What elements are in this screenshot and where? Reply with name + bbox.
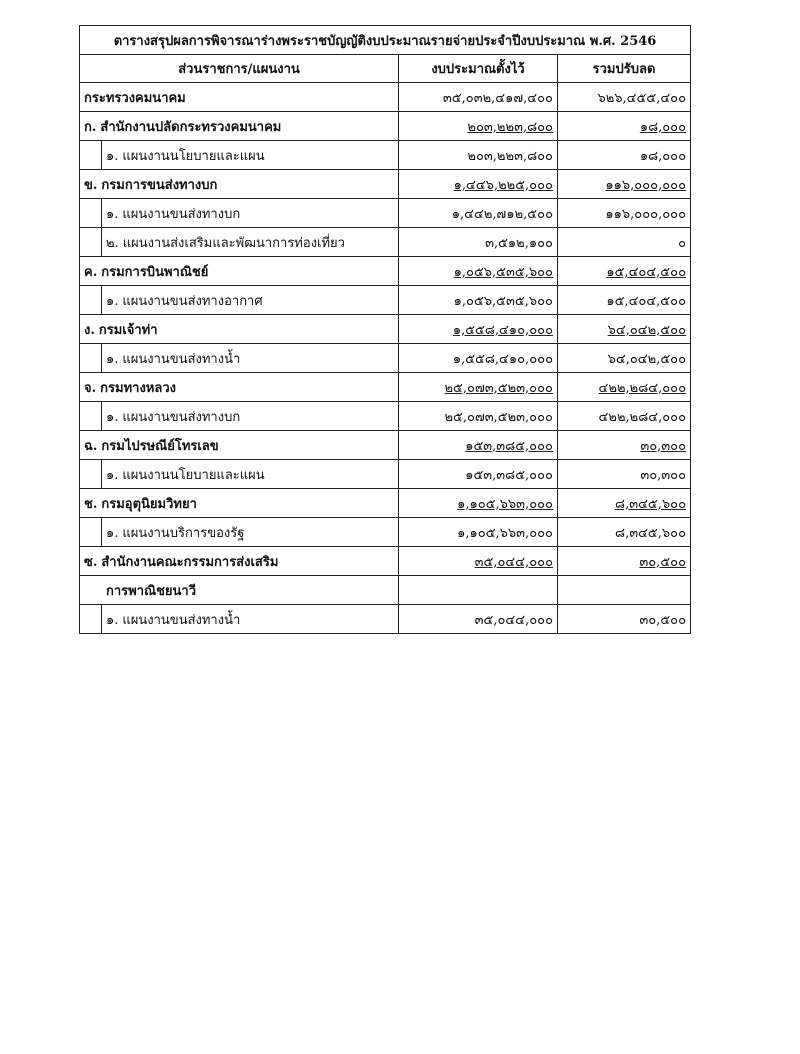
department-budget bbox=[399, 576, 558, 605]
department-name bbox=[80, 170, 399, 199]
department-budget bbox=[399, 431, 558, 460]
department-name bbox=[80, 373, 399, 402]
plan-budget: ๑,๔๔๒,๗๑๒,๕๐๐ bbox=[399, 199, 558, 228]
header-row bbox=[80, 55, 691, 83]
department-budget-value: ๑,๑๐๕,๖๖๓,๐๐๐ bbox=[457, 496, 553, 512]
department-cut-value: ๑๑๖,๐๐๐,๐๐๐ bbox=[605, 177, 687, 193]
department-row bbox=[80, 257, 691, 286]
department-row bbox=[80, 576, 691, 605]
plan-budget: ๒๐๓,๒๒๓,๘๐๐ bbox=[399, 141, 558, 170]
title-row bbox=[80, 26, 691, 55]
plan-prefix: ๒. bbox=[106, 235, 119, 251]
plan-name bbox=[102, 460, 399, 489]
plan-row bbox=[80, 199, 691, 228]
plan-budget: ๑๕๓,๓๘๕,๐๐๐ bbox=[399, 460, 558, 489]
department-cut-value: ๑๕,๔๐๔,๕๐๐ bbox=[606, 264, 687, 280]
department-cut bbox=[558, 576, 691, 605]
department-name bbox=[80, 315, 399, 344]
plan-cut: ๑๘,๐๐๐ bbox=[558, 141, 691, 170]
plan-spacer bbox=[80, 402, 102, 431]
plan-row bbox=[80, 605, 691, 634]
department-budget bbox=[399, 315, 558, 344]
plan-spacer bbox=[80, 605, 102, 634]
plan-row bbox=[80, 460, 691, 489]
department-prefix: ง. bbox=[84, 322, 95, 338]
department-label: กรมทางหลวง bbox=[100, 380, 176, 396]
department-budget-value: ๓๕,๐๔๔,๐๐๐ bbox=[474, 554, 553, 570]
plan-name bbox=[102, 402, 399, 431]
plan-name bbox=[102, 518, 399, 547]
department-label: กรมการบินพาณิชย์ bbox=[101, 264, 209, 280]
plan-budget: ๒๕,๐๗๓,๕๒๓,๐๐๐ bbox=[399, 402, 558, 431]
ministry-name: กระทรวงคมนาคม bbox=[80, 83, 399, 112]
plan-prefix: ๑. bbox=[106, 612, 119, 628]
department-name bbox=[80, 547, 399, 576]
department-prefix: ค. bbox=[84, 264, 98, 280]
plan-label: แผนงานขนส่งทางอากาศ bbox=[122, 293, 263, 309]
department-row bbox=[80, 489, 691, 518]
plan-name bbox=[102, 286, 399, 315]
department-label: สำนักงานคณะกรรมการส่งเสริม bbox=[101, 554, 279, 570]
department-row bbox=[80, 547, 691, 576]
department-row bbox=[80, 431, 691, 460]
department-cut bbox=[558, 489, 691, 518]
department-prefix: ช. bbox=[84, 496, 98, 512]
department-label: กรมไปรษณีย์โทรเลข bbox=[101, 438, 219, 454]
department-prefix: ก. bbox=[84, 119, 97, 135]
ministry-row bbox=[80, 83, 691, 112]
plan-label: แผนงานขนส่งทางน้ำ bbox=[122, 351, 241, 367]
plan-budget: ๑,๐๕๖,๕๓๕,๖๐๐ bbox=[399, 286, 558, 315]
department-row bbox=[80, 112, 691, 141]
department-budget-value: ๑,๕๕๘,๔๑๐,๐๐๐ bbox=[452, 322, 553, 338]
department-prefix: ซ. bbox=[84, 554, 98, 570]
plan-label: แผนงานขนส่งทางบก bbox=[122, 409, 241, 425]
plan-label: แผนงานนโยบายและแผน bbox=[122, 148, 265, 164]
plan-label: แผนงานขนส่งทางบก bbox=[122, 206, 241, 222]
plan-spacer bbox=[80, 344, 102, 373]
department-cut-value: ๑๘,๐๐๐ bbox=[639, 119, 687, 135]
department-prefix: จ. bbox=[84, 380, 97, 396]
plan-spacer bbox=[80, 460, 102, 489]
department-name bbox=[80, 489, 399, 518]
plan-spacer bbox=[80, 286, 102, 315]
department-row bbox=[80, 170, 691, 199]
plan-name bbox=[102, 141, 399, 170]
plan-budget: ๓,๕๑๒,๑๐๐ bbox=[399, 228, 558, 257]
department-cut bbox=[558, 373, 691, 402]
plan-cut: ๓๐,๓๐๐ bbox=[558, 460, 691, 489]
plan-spacer bbox=[80, 199, 102, 228]
department-budget bbox=[399, 170, 558, 199]
department-row bbox=[80, 373, 691, 402]
plan-label: แผนงานนโยบายและแผน bbox=[122, 467, 265, 483]
plan-cut: ๘,๓๔๕,๖๐๐ bbox=[558, 518, 691, 547]
plan-budget: ๑,๕๕๘,๔๑๐,๐๐๐ bbox=[399, 344, 558, 373]
department-label: การพาณิชยนาวี bbox=[106, 583, 197, 599]
budget-summary-table bbox=[79, 25, 691, 634]
plan-row bbox=[80, 344, 691, 373]
header-unit: ส่วนราชการ/แผนงาน bbox=[80, 55, 399, 83]
ministry-cut: ๖๒๖,๔๕๕,๔๐๐ bbox=[558, 83, 691, 112]
plan-prefix: ๑. bbox=[106, 293, 119, 309]
ministry-budget: ๓๕,๐๓๒,๔๑๗,๔๐๐ bbox=[399, 83, 558, 112]
department-label: สำนักงานปลัดกระทรวงคมนาคม bbox=[100, 119, 282, 135]
department-label: กรมการขนส่งทางบก bbox=[101, 177, 218, 193]
department-budget bbox=[399, 257, 558, 286]
department-budget-value: ๒๕,๐๗๓,๕๒๓,๐๐๐ bbox=[444, 380, 553, 396]
department-cut-value: ๓๐,๕๐๐ bbox=[639, 554, 687, 570]
plan-budget: ๑,๑๐๕,๖๖๓,๐๐๐ bbox=[399, 518, 558, 547]
department-budget bbox=[399, 373, 558, 402]
department-budget-value: ๑,๔๔๖,๒๒๕,๐๐๐ bbox=[453, 177, 553, 193]
department-budget bbox=[399, 547, 558, 576]
header-budget: งบประมาณตั้งไว้ bbox=[399, 55, 558, 83]
department-cut-value: ๔๒๒,๒๘๔,๐๐๐ bbox=[598, 380, 687, 396]
department-cut-value: ๓๐,๓๐๐ bbox=[640, 438, 687, 454]
department-budget bbox=[399, 112, 558, 141]
department-cut bbox=[558, 257, 691, 286]
plan-budget: ๓๕,๐๔๔,๐๐๐ bbox=[399, 605, 558, 634]
plan-label: แผนงานบริการของรัฐ bbox=[122, 525, 245, 541]
department-prefix: ข. bbox=[84, 177, 98, 193]
department-name bbox=[80, 112, 399, 141]
department-name bbox=[80, 431, 399, 460]
department-budget-value: ๑,๐๕๖,๕๓๕,๖๐๐ bbox=[453, 264, 553, 280]
plan-cut: ๓๐,๕๐๐ bbox=[558, 605, 691, 634]
plan-label: แผนงานขนส่งทางน้ำ bbox=[122, 612, 241, 628]
plan-cut: ๔๒๒,๒๘๔,๐๐๐ bbox=[558, 402, 691, 431]
department-cut bbox=[558, 112, 691, 141]
plan-row bbox=[80, 286, 691, 315]
department-row bbox=[80, 315, 691, 344]
plan-row bbox=[80, 518, 691, 547]
header-cut: รวมปรับลด bbox=[558, 55, 691, 83]
department-cut bbox=[558, 315, 691, 344]
plan-prefix: ๑. bbox=[106, 148, 119, 164]
plan-row bbox=[80, 228, 691, 257]
department-label: กรมเจ้าท่า bbox=[98, 322, 158, 338]
plan-prefix: ๑. bbox=[106, 206, 119, 222]
department-label: กรมอุตุนิยมวิทยา bbox=[101, 496, 197, 512]
department-cut bbox=[558, 431, 691, 460]
plan-prefix: ๑. bbox=[106, 525, 119, 541]
plan-cut: ๐ bbox=[558, 228, 691, 257]
plan-name bbox=[102, 199, 399, 228]
plan-label: แผนงานส่งเสริมและพัฒนาการท่องเที่ยว bbox=[122, 235, 345, 251]
department-budget bbox=[399, 489, 558, 518]
plan-name bbox=[102, 228, 399, 257]
department-budget-value: ๑๕๓,๓๘๕,๐๐๐ bbox=[465, 438, 553, 454]
department-name bbox=[80, 257, 399, 286]
plan-spacer bbox=[80, 141, 102, 170]
plan-spacer bbox=[80, 228, 102, 257]
department-cut bbox=[558, 547, 691, 576]
plan-row bbox=[80, 402, 691, 431]
department-cut-value: ๘,๓๔๕,๖๐๐ bbox=[615, 496, 687, 512]
department-prefix: ฉ. bbox=[84, 438, 98, 454]
plan-cut: ๖๔,๐๔๒,๕๐๐ bbox=[558, 344, 691, 373]
plan-spacer bbox=[80, 518, 102, 547]
plan-prefix: ๑. bbox=[106, 351, 119, 367]
plan-prefix: ๑. bbox=[106, 467, 119, 483]
plan-row bbox=[80, 141, 691, 170]
plan-cut: ๑๕,๔๐๔,๕๐๐ bbox=[558, 286, 691, 315]
plan-name bbox=[102, 344, 399, 373]
department-cut bbox=[558, 170, 691, 199]
plan-cut: ๑๑๖,๐๐๐,๐๐๐ bbox=[558, 199, 691, 228]
plan-prefix: ๑. bbox=[106, 409, 119, 425]
department-budget-value: ๒๐๓,๒๒๓,๘๐๐ bbox=[467, 119, 553, 135]
table-title: ตารางสรุปผลการพิจารณาร่างพระราชบัญญัติงบประมาณรายจ่ายประจำปีงบประมาณ พ.ศ. 2546 bbox=[80, 26, 691, 55]
plan-name bbox=[102, 605, 399, 634]
department-cut-value: ๖๔,๐๔๒,๕๐๐ bbox=[607, 322, 687, 338]
department-name bbox=[80, 576, 399, 605]
